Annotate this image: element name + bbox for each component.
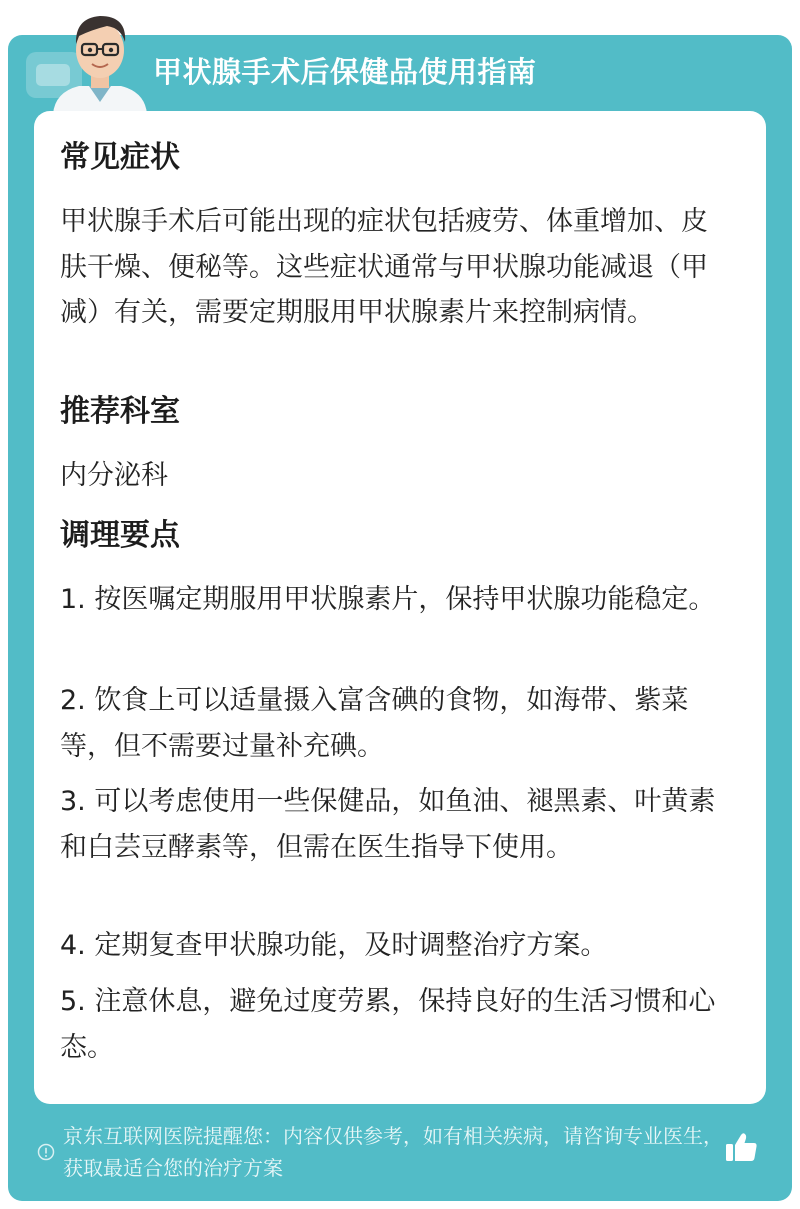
- section-title-symptoms: 常见症状: [60, 140, 180, 175]
- list-item: 1. 按医嘱定期服用甲状腺素片，保持甲状腺功能稳定。: [60, 584, 716, 615]
- thumbs-up-icon[interactable]: [724, 1129, 760, 1165]
- content-card: [34, 111, 766, 1104]
- symptoms-text: 甲状腺手术后可能出现的症状包括疲劳、体重增加、皮肤干燥、便秘等。这些症状通常与甲状腺功能减退（甲减）有关，需要定期服用甲状腺素片来控制病情。: [60, 206, 708, 328]
- section-title-care: 调理要点: [60, 518, 180, 553]
- list-item: 2. 饮食上可以适量摄入富含碘的食物，如海带、紫菜等，但不需要过量补充碘。: [60, 685, 689, 762]
- section-title-department: 推荐科室: [60, 394, 180, 429]
- disclaimer-text: 京东互联网医院提醒您：内容仅供参考，如有相关疾病，请咨询专业医生，获取最适合您的治疗方案: [63, 1124, 723, 1180]
- department-text: 内分泌科: [60, 460, 168, 491]
- list-item: 4. 定期复查甲状腺功能，及时调整治疗方案。: [60, 930, 608, 961]
- list-item: 5. 注意休息，避免过度劳累，保持良好的生活习惯和心态。: [60, 986, 716, 1063]
- list-item: 3. 可以考虑使用一些保健品，如鱼油、褪黑素、叶黄素和白芸豆酵素等，但需在医生指导下使用。: [60, 786, 716, 863]
- page-title: 甲状腺手术后保健品使用指南: [153, 55, 537, 89]
- doctor-avatar: [45, 6, 155, 114]
- info-icon: [37, 1143, 55, 1161]
